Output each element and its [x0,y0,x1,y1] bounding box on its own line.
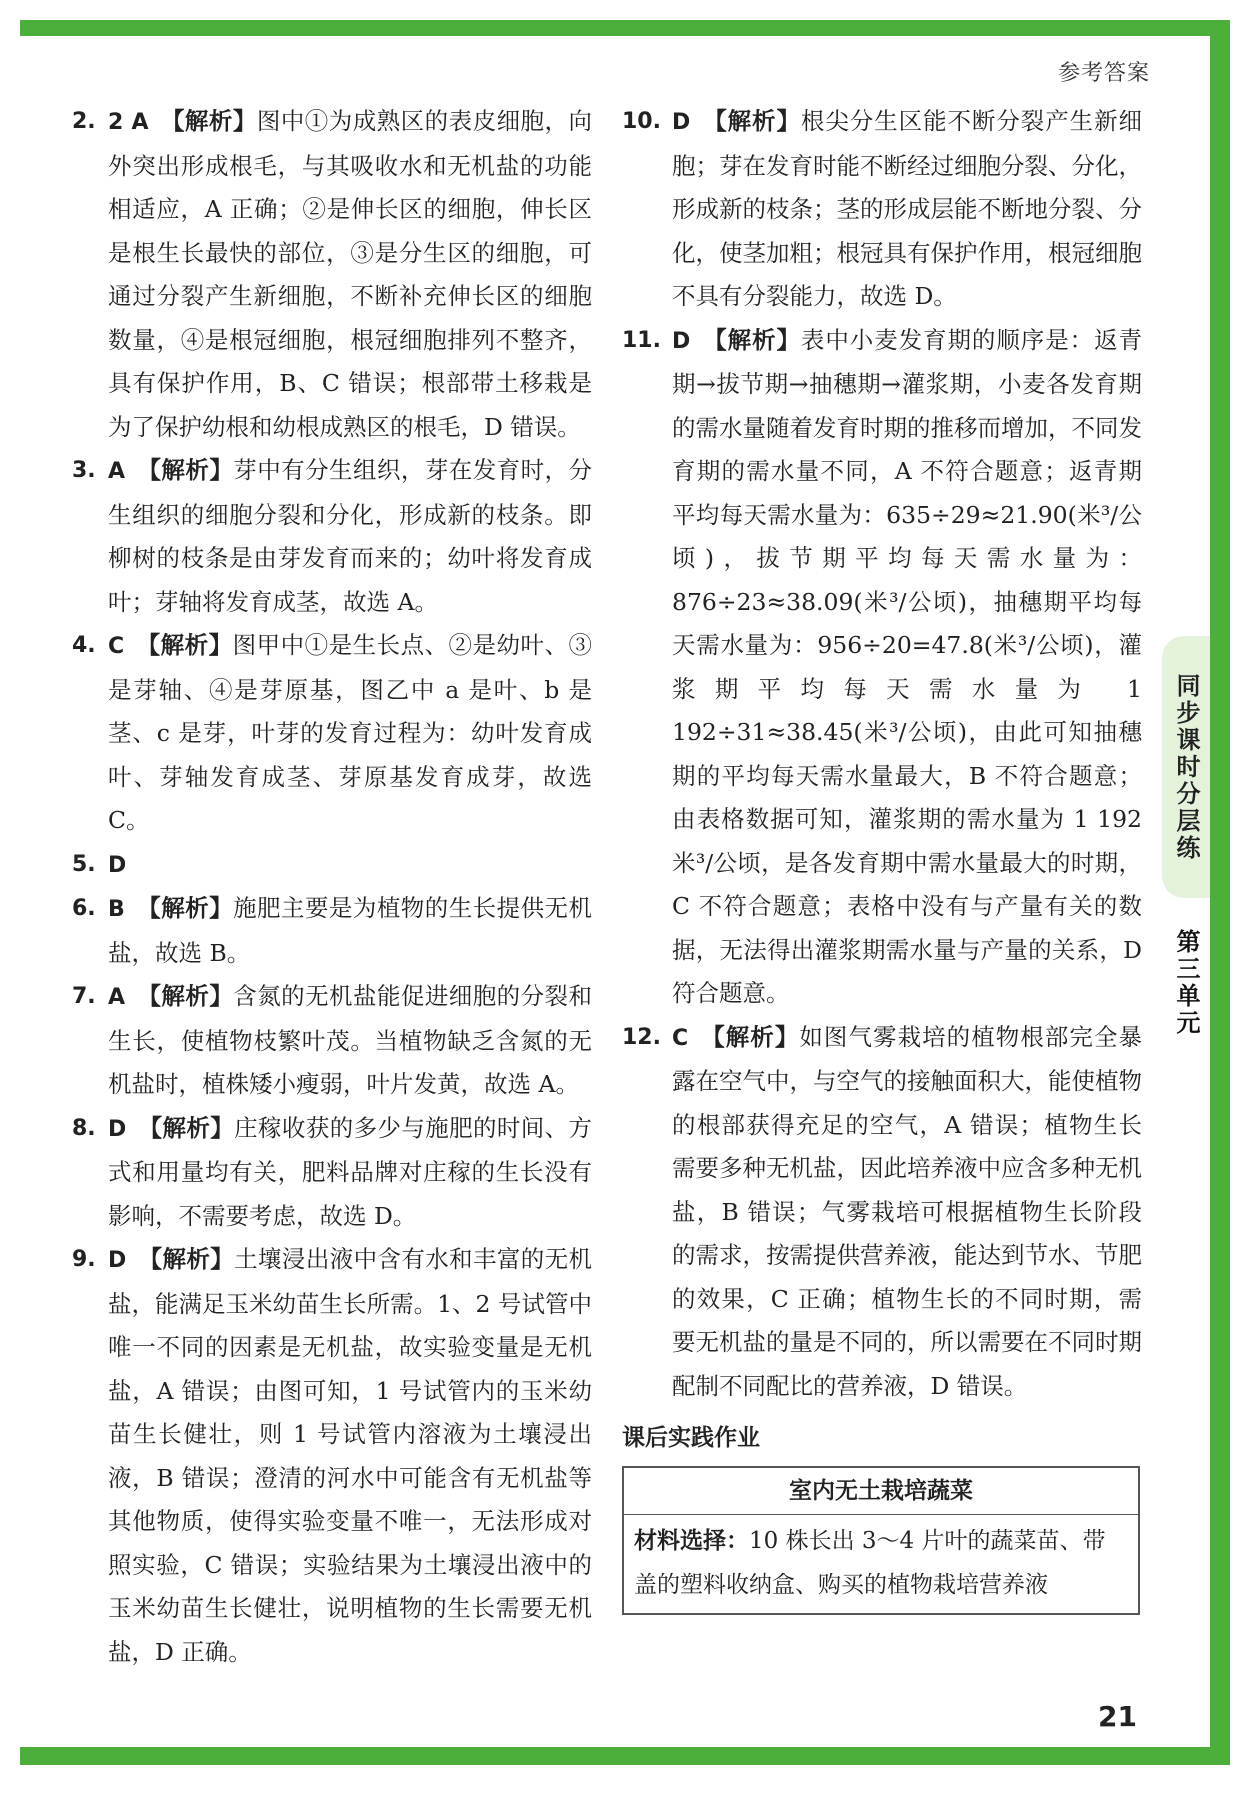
side-tab-series: 同步课时分层练 [1162,636,1210,898]
item-tag: 【解析】 [138,1113,235,1142]
item-text: 表中小麦发育期的顺序是：返青期→拔节期→抽穗期→灌浆期，小麦各发育期的需水量随着发育时期的推移而增加，不同发育期的需水量不同，A 不符合题意；返青期平均每天需水量为：635÷29≈21.90(米³/公顷)，拔节期平均每天需水量为：876÷23≈38.09(米³/公顷)，抽穗期平均每天需水量为：956÷20=47.8(米³/公顷)，灌浆期平均每天需水量为 1 192÷31≈38.45(米³/公顷)，由此可知抽穗期的平均每天需水量最大，B 不符合题意；由表格数据可知，灌浆期的需水量为 1 192 米³/公顷，是各发育期中需水量最大的时期，C 不符合题意；表格中没有与产量有关的数据，无法得出灌浆期需水量与产量的关系，D 符合题意。 [672,325,1143,1007]
item-tag: 【解析】 [137,456,234,484]
answer-item-11 [622,319,1142,1016]
item-answer: D [672,110,691,135]
answer-item-4 [72,624,592,843]
item-answer: D [108,1116,127,1142]
left-column [72,100,592,1674]
item-number: 10. [622,109,661,134]
item-answer: D [672,328,691,354]
item-number: 4. [72,633,96,658]
item-number: 7. [72,984,96,1009]
answer-item-6 [72,887,592,975]
item-text: 如图气雾栽培的植物根部完全暴露在空气中，与空气的接触面积大，能使植物的根部获得充足的空气，A 错误；植物生长需要多种无机盐，因此培养液中应含多种无机盐，B 错误；气雾栽培可根据植物生长阶段的需求，按需提供营养液，能达到节水、节肥的效果，C 正确；植物生长的不同时期，需要无机盐的量是不同的，所以需要在不同时期配制不同配比的营养液，D 错误。 [672,1022,1142,1400]
item-tag: 【解析】 [138,1245,235,1273]
materials-label: 材料选择： [634,1528,749,1554]
item-tag: 【解析】 [137,982,234,1010]
answer-item-7 [72,975,592,1107]
item-text: 土壤浸出液中含有水和丰富的无机盐，能满足玉米幼苗生长所需。1、2 号试管中唯一不同的因素是无机盐，故实验变量是无机盐，A 错误；由图可知，1 号试管内的玉米幼苗生长健壮，则 1 号试管内溶液为土壤浸出液，B 错误；澄清的河水中可能含有无机盐等其他物质，使得实验变量不唯一，无法形成对照实验，C 错误；实验结果为土壤浸出液中的玉米幼苗生长健壮，说明植物的生长需要无机盐，D 正确。 [108,1245,593,1666]
item-tag: 【解析】 [136,894,234,922]
answer-item-2 [72,100,592,449]
item-number: 11. [622,327,661,353]
item-text: 庄稼收获的多少与施肥的时间、方式和用量均有关，肥料品牌对庄稼的生长没有影响，不需要考虑，故选 D。 [108,1113,593,1230]
item-number: 8. [72,1115,96,1141]
item-answer: 2 A [108,110,149,135]
item-tag: 【解析】 [700,1022,800,1051]
item-number: 5. [72,851,96,877]
item-answer: D [108,852,127,878]
item-number: 2. [72,109,96,134]
side-tab-unit: 第三单元 [1172,928,1200,1037]
answer-item-12 [622,1016,1142,1409]
green-frame-top [20,20,1230,36]
right-column [622,100,1142,1615]
item-answer: C [108,634,125,659]
item-number: 6. [72,896,96,921]
answer-item-10 [622,100,1142,319]
item-answer: A [108,985,126,1010]
item-answer: D [108,1248,127,1273]
item-text: 芽中有分生组织，芽在发育时，分生组织的细胞分裂和分化，形成新的枝条。即柳树的枝条是由芽发育而来的；幼叶将发育成叶；芽轴将发育成茎，故选 A。 [108,456,593,616]
item-answer: B [108,897,125,922]
item-text: 根尖分生区能不断分裂产生新细胞；芽在发育时能不断经过细胞分裂、分化，形成新的枝条；茎的形成层能不断地分裂、分化，使茎加粗；根冠具有保护作用，根冠细胞不具有分裂能力，故选 D。 [672,107,1143,310]
item-number: 9. [72,1247,96,1272]
practice-box [622,1466,1140,1615]
item-answer: A [108,459,126,484]
item-text: 图中①为成熟区的表皮细胞，向外突出形成根毛，与其吸收水和无机盐的功能相适应，A 正确；②是伸长区的细胞，伸长区是根生长最快的部位，③是分生区的细胞，可通过分裂产生新细胞，不断补充伸长区的细胞数量，④是根冠细胞，根冠细胞排列不整齐，具有保护作用，B、C 错误；根部带土移栽是为了保护幼根和幼根成熟区的根毛，D 错误。 [108,107,593,441]
page-number: 21 [1098,1700,1137,1733]
item-number: 3. [72,458,96,483]
item-text: 含氮的无机盐能促进细胞的分裂和生长，使植物枝繁叶茂。当植物缺乏含氮的无机盐时，植株矮小瘦弱，叶片发黄，故选 A。 [108,982,593,1098]
answer-item-5 [72,843,592,888]
item-tag: 【解析】 [160,107,257,135]
item-tag: 【解析】 [702,107,801,135]
green-frame-right [1210,20,1230,1765]
page-header: 参考答案 [1057,61,1150,86]
green-frame-bottom [20,1747,1230,1765]
answer-item-9 [72,1238,592,1674]
item-tag: 【解析】 [136,631,233,659]
item-number: 12. [622,1024,661,1050]
item-answer: C [672,1025,689,1051]
practice-materials [634,1519,1128,1607]
item-text: 施肥主要是为植物的生长提供无机盐，故选 B。 [108,894,593,967]
item-tag: 【解析】 [702,325,801,354]
answer-item-8 [72,1107,592,1239]
materials-text: 10 株长出 3～4 片叶的蔬菜苗、带盖的塑料收纳盒、购买的植物栽培营养液 [634,1528,1106,1598]
answer-item-3 [72,449,592,624]
practice-section-title: 课后实践作业 [622,1425,760,1451]
practice-box-title: 室内无土栽培蔬菜 [624,1468,1138,1515]
item-text: 图甲中①是生长点、②是幼叶、③是芽轴、④是芽原基，图乙中 a 是叶、b 是茎、c 是芽，叶芽的发育过程为：幼叶发育成叶、芽轴发育成茎、芽原基发育成芽，故选 C。 [108,631,593,834]
